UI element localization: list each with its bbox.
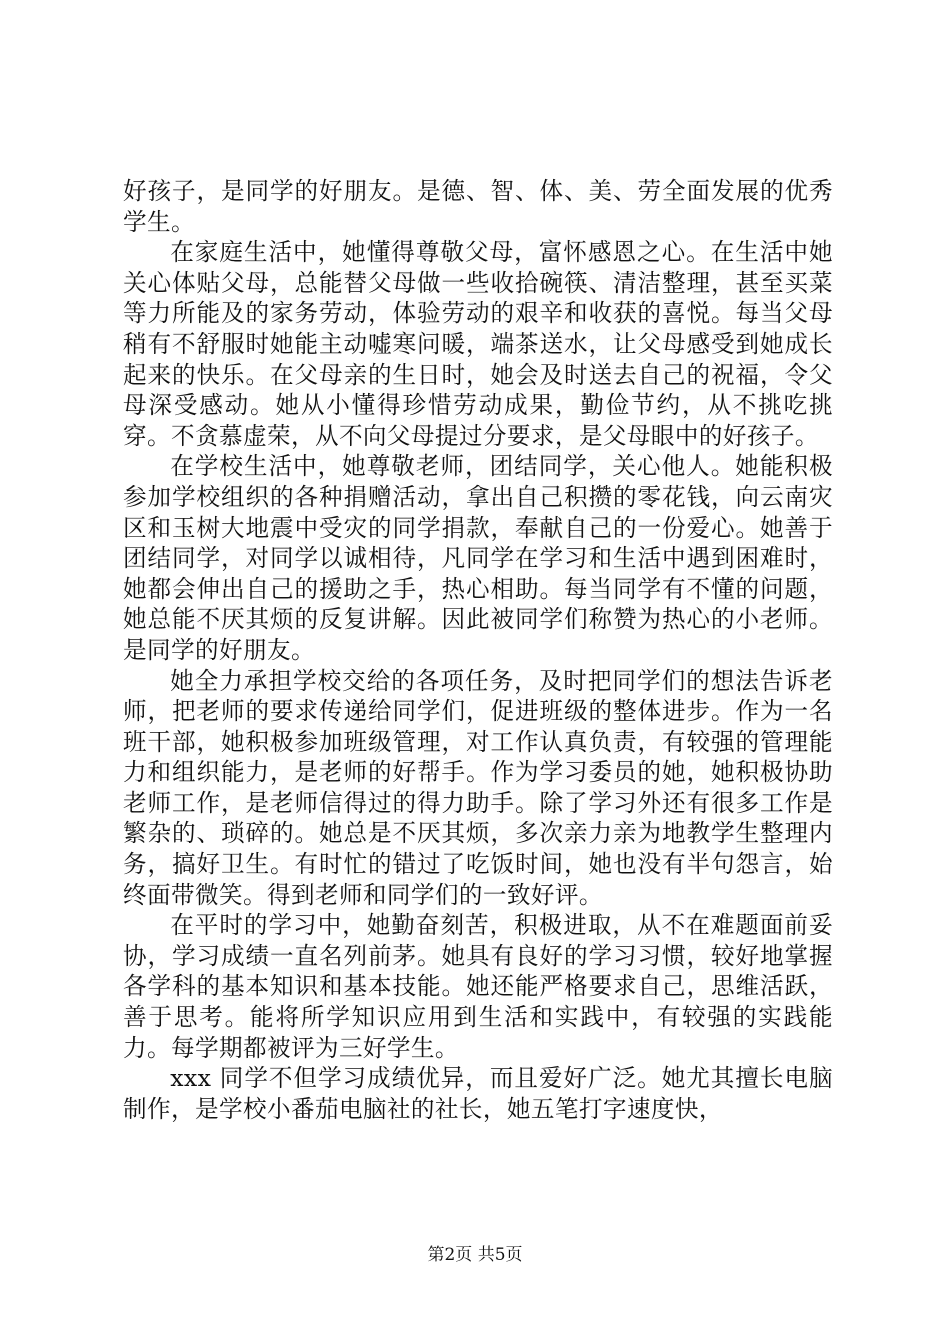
body-text	[123, 176, 833, 1124]
paragraph-class-duties: 她全力承担学校交给的各项任务，及时把同学们的想法告诉老师，把老师的要求传递给同学们，促进班级的整体进步。作为一名班干部，她积极参加班级管理，对工作认真负责，有较强的管理能力和组织能力，是老师的好帮手。作为学习委员的她，她积极协助老师工作，是老师信得过的得力助手。除了学习外还有很多工作是繁杂的、琐碎的。她总是不厌其烦，多次亲力亲为地教学生整理内务，搞好卫生。有时忙的错过了吃饭时间，她也没有半句怨言，始终面带微笑。得到老师和同学们的一致好评。	[123, 666, 833, 909]
page-footer	[0, 1245, 950, 1265]
paragraph-continuation: 好孩子，是同学的好朋友。是德、智、体、美、劳全面发展的优秀学生。	[123, 177, 833, 236]
paragraph-study: 在平时的学习中，她勤奋刻苦，积极进取，从不在难题面前妥协，学习成绩一直名列前茅。她具有良好的学习习惯，较好地掌握各学科的基本知识和基本技能。她还能严格要求自己，思维活跃，善于思考。能将所学知识应用到生活和实践中，有较强的实践能力。每学期都被评为三好学生。	[123, 911, 833, 1062]
paragraph-family-life: 在家庭生活中，她懂得尊敬父母，富怀感恩之心。在生活中她关心体贴父母，总能替父母做一些收拾碗筷、清洁整理，甚至买菜等力所能及的家务劳动，体验劳动的艰辛和收获的喜悦。每当父母稍有不舒服时她能主动嘘寒问暖，端茶送水，让父母感受到她成长起来的快乐。在父母亲的生日时，她会及时送去自己的祝福，令父母深受感动。她从小懂得珍惜劳动成果，勤俭节约，从不挑吃挑穿。不贪慕虚荣，从不向父母提过分要求，是父母眼中的好孩子。	[123, 238, 833, 450]
paragraph-school-life: 在学校生活中，她尊敬老师，团结同学，关心他人。她能积极参加学校组织的各种捐赠活动，拿出自己积攒的零花钱，向云南灾区和玉树大地震中受灾的同学捐款，奉献自己的一份爱心。她善于团结同学，对同学以诚相待，凡同学在学习和生活中遇到困难时，她都会伸出自己的援助之手，热心相助。每当同学有不懂的问题，她总能不厌其烦的反复讲解。因此被同学们称赞为热心的小老师。是同学的好朋友。	[123, 452, 833, 664]
paragraph-hobbies: xxx 同学不但学习成绩优异，而且爱好广泛。她尤其擅长电脑制作，是学校小番茄电脑社的社长，她五笔打字速度快，	[123, 1064, 833, 1123]
page-number-label: 第2页 共5页	[427, 1245, 523, 1265]
